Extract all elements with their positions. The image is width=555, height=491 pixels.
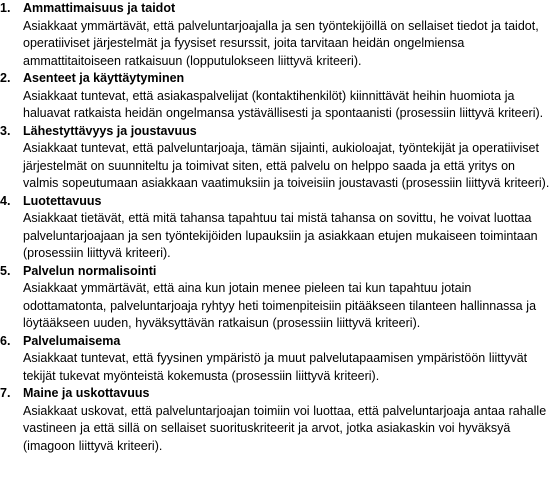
criterion-description: Asiakkaat ymmärtävät, että palveluntarjoajalla ja sen työntekijöillä on sellaiset tiedot ja taidot, operatiiviset järjestelmät ja fyysiset resurssit, joita tarvitaan heidän ongelmiensa ammattitaitoiseen ratkaisuun (lopputulokseen liittyvä kriteeri). xyxy=(23,18,539,68)
criterion-title: Palvelumaisema xyxy=(23,333,121,348)
criterion-item xyxy=(0,263,555,333)
criterion-title: Lähestyttävyys ja joustavuus xyxy=(23,123,197,138)
criterion-item xyxy=(0,193,555,263)
criterion-number: 2. xyxy=(0,71,11,85)
criterion-number: 5. xyxy=(0,263,11,278)
criterion-item xyxy=(0,385,555,455)
criterion-title: Asenteet ja käyttäytyminen xyxy=(23,71,185,85)
criterion-title: Palvelun normalisointi xyxy=(23,263,157,278)
criterion-description: Asiakkaat tuntevat, että fyysinen ympäristö ja muut palvelutapaamisen ympäristöön liittyvät tekijät tukevat myönteistä kokemusta (prosessiin liittyvä kriteeri). xyxy=(23,351,528,383)
criterion-title: Maine ja uskottavuus xyxy=(23,386,150,400)
criterion-number: 3. xyxy=(0,123,11,138)
criterion-description: Asiakkaat tietävät, että mitä tahansa tapahtuu tai mistä tahansa on sovittu, he voivat luottaa palveluntarjoajaan ja sen työntekijöiden lupauksiin ja asiakkaan etujen mukaiseen toimintaan (prosessiin liittyvä kriteeri). xyxy=(23,211,538,260)
criterion-description: Asiakkaat uskovat, että palveluntarjoajan toimiin voi luottaa, että palveluntarjoaja antaa rahalle vastineen ja että sillä on sellaiset suorituskriteerit ja arvot, jotka asiakaskin voi hyväksyä (imagoon liittyvä kriteeri). xyxy=(23,403,547,453)
criterion-description: Asiakkaat tuntevat, että asiakaspalvelijat (kontaktihenkilöt) kiinnittävät heihin huomiota ja haluavat ratkaista heidän ongelmansa ystävällisesti ja spontaanisti (prosessiin liittyvä kriteeri). xyxy=(23,88,544,120)
criterion-description: Asiakkaat tuntevat, että palveluntarjoaja, tämän sijainti, aukioloajat, työntekijät ja operatiiviset järjestelmät on suunniteltu ja toimivat siten, että palvelu on helppo saada ja että yritys on valmis sopeutumaan asiakkaan vaatimuksiin ja toiveisiin joustavasti (prosessiin liittyvä kriteeri). xyxy=(23,141,550,190)
criterion-number: 1. xyxy=(0,1,11,15)
criterion-title: Ammattimaisuus ja taidot xyxy=(23,1,176,15)
criterion-item xyxy=(0,333,555,386)
criterion-number: 7. xyxy=(0,386,11,400)
criterion-item xyxy=(0,123,555,193)
criterion-number: 6. xyxy=(0,333,11,348)
criterion-description: Asiakkaat ymmärtävät, että aina kun jotain menee pieleen tai kun tapahtuu jotain odottamatonta, palveluntarjoaja ryhtyy heti toimenpiteisiin pitääkseen tilanteen hallinnassa ja löytääkseen uuden, hyväksyttävän ratkaisun (prosessiin liittyvä kriteeri). xyxy=(23,281,537,330)
criterion-title: Luotettavuus xyxy=(23,193,102,208)
criterion-number: 4. xyxy=(0,193,11,208)
criterion-item xyxy=(0,70,555,123)
criterion-item xyxy=(0,0,555,70)
